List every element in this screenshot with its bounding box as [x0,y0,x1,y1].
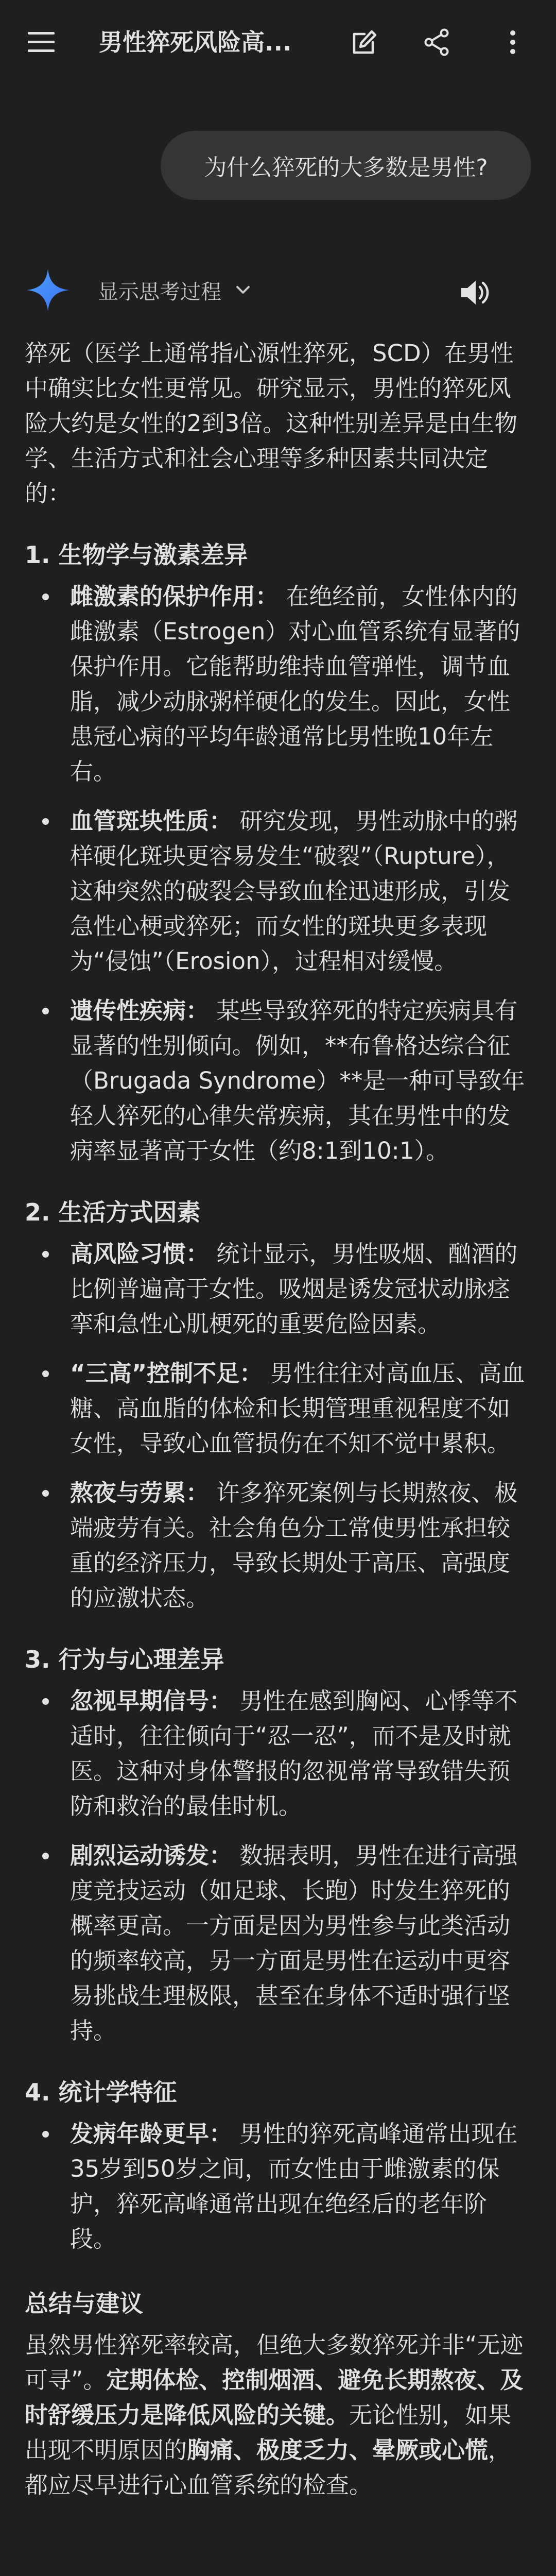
menu-icon [28,32,55,53]
summary-text-end: ，都应尽早进行心血管系统的检查。 [25,2436,512,2499]
list-item [25,804,531,979]
section-title-biology: 1. 生物学与激素差异 [25,541,248,569]
list-item-text: 数据表明，男性在进行高强度竞技运动（如足球、长跑）时发生猝死的概率更高。一方面是因为男性参与此类活动的频率较高，另一方面是男性在运动中更容易挑战生理极限，甚至在身体不适时强行坚持。 [70,1842,518,2044]
list-item-label: 剧烈运动诱发： [70,1842,233,1869]
summary-text: 虽然男性猝死率较高，但绝大多数猝死并非“无迹可寻”。 [25,2331,524,2394]
list-item-text: 男性在感到胸闷、心悸等不适时，往往倾向于“忍一忍”，而不是及时就医。这种对身体警报的忽视常常导致错失预防和救治的最佳时机。 [70,1687,518,1820]
list-item-label: 雌激素的保护作用： [70,583,279,610]
section-title-statistics: 4. 统计学特征 [25,2078,177,2106]
read-aloud-button[interactable] [454,272,495,313]
more-options-button[interactable] [494,24,531,61]
list-item [25,2116,531,2257]
section-title-behavior: 3. 行为与心理差异 [25,1646,224,1673]
list-item [25,1476,531,1616]
edit-button[interactable] [346,24,383,61]
list-item-text: 男性的猝死高峰通常出现在35岁到50岁之间，而女性由于雌激素的保护，猝死高峰通常出现在绝经后的老年阶段。 [70,2120,518,2252]
show-thinking-label: 显示思考过程 [98,280,221,304]
response-header [0,258,556,325]
section-title-lifestyle: 2. 生活方式因素 [25,1198,201,1226]
list-item-text: 研究发现，男性动脉中的粥样硬化斑块更容易发生“破裂”（Rupture），这种突然的破裂会导致血栓迅速形成，引发急性心梗或猝死；而女性的斑块更多表现为“侵蚀”（Erosion），过程相对缓慢。 [70,807,518,975]
chevron-down-icon [236,285,250,295]
list-item-label: 血管斑块性质： [70,807,233,835]
more-vert-icon [509,30,516,55]
response-intro: 猝死（医学上通常指心源性猝死，SCD）在男性中确实比女性更常见。研究显示，男性的猝死风险大约是女性的2到3倍。这种性别差异是由生物学、生活方式和社会心理等多种因素共同决定的： [25,340,518,507]
list-item [25,1684,531,1824]
share-icon [424,28,449,56]
section-list-statistics [25,2116,531,2257]
summary-paragraph [25,2328,531,2503]
edit-icon [351,29,378,56]
list-item [25,1356,531,1461]
speaker-icon [459,279,490,307]
list-item-text: 男性往往对高血压、高血糖、高血脂的体检和长期管理重视程度不如女性，导致心血管损伤在不知不觉中累积。 [70,1360,525,1457]
list-item-label: 熬夜与劳累： [70,1479,210,1506]
list-item-text: 某些导致猝死的特定疾病具有显著的性别倾向。例如，**布鲁格达综合征（Brugada Syndrome）**是一种可导致年轻人猝死的心律失常疾病，其在男性中的发病率显著高于女性（约8:1到10:1）。 [70,997,525,1164]
section-list-lifestyle [25,1236,531,1616]
section-list-biology [25,579,531,1168]
response-body [25,336,531,2503]
menu-button[interactable] [23,24,60,61]
summary-bold-text: 定期体检、控制烟酒、避免长期熬夜、及时舒缓压力是降低风险的关键。 [25,2366,524,2429]
summary-title: 总结与建议 [25,2290,143,2317]
user-message-bubble[interactable]: 为什么猝死的大多数是男性? [161,131,531,200]
section-list-behavior [25,1684,531,2048]
list-item-label: 忽视早期信号： [70,1687,233,1715]
show-thinking-toggle[interactable] [98,272,250,308]
list-item [25,993,531,1168]
list-item [25,579,531,789]
top-app-bar [0,0,556,87]
conversation-title[interactable]: 男性猝死风险高... [99,28,292,56]
list-item-label: “三高”控制不足： [70,1360,263,1387]
list-item-label: 遗传性疾病： [70,997,210,1024]
list-item-text: 统计显示，男性吸烟、酗酒的比例普遍高于女性。吸烟是诱发冠状动脉痉挛和急性心肌梗死的重要危险因素。 [70,1240,518,1337]
list-item-label: 高风险习惯： [70,1240,210,1267]
list-item-text: 许多猝死案例与长期熬夜、极端疲劳有关。社会角色分工常使男性承担较重的经济压力，导致长期处于高压、高强度的应激状态。 [70,1479,518,1612]
summary-bold-symptoms: 胸痛、极度乏力、晕厥或心慌 [187,2436,489,2464]
list-item [25,1838,531,2048]
list-item-label: 发病年龄更早： [70,2120,233,2147]
list-item [25,1236,531,1342]
list-item-text: 在绝经前，女性体内的雌激素（Estrogen）对心血管系统有显著的保护作用。它能帮助维持血管弹性，调节血脂，减少动脉粥样硬化的发生。因此，女性患冠心病的平均年龄通常比男性晚10年左右。 [70,583,520,785]
gemini-sparkle-icon [25,267,71,313]
summary-text-tail: 无论性别，如果出现不明原因的 [25,2401,512,2464]
share-button[interactable] [418,24,455,61]
